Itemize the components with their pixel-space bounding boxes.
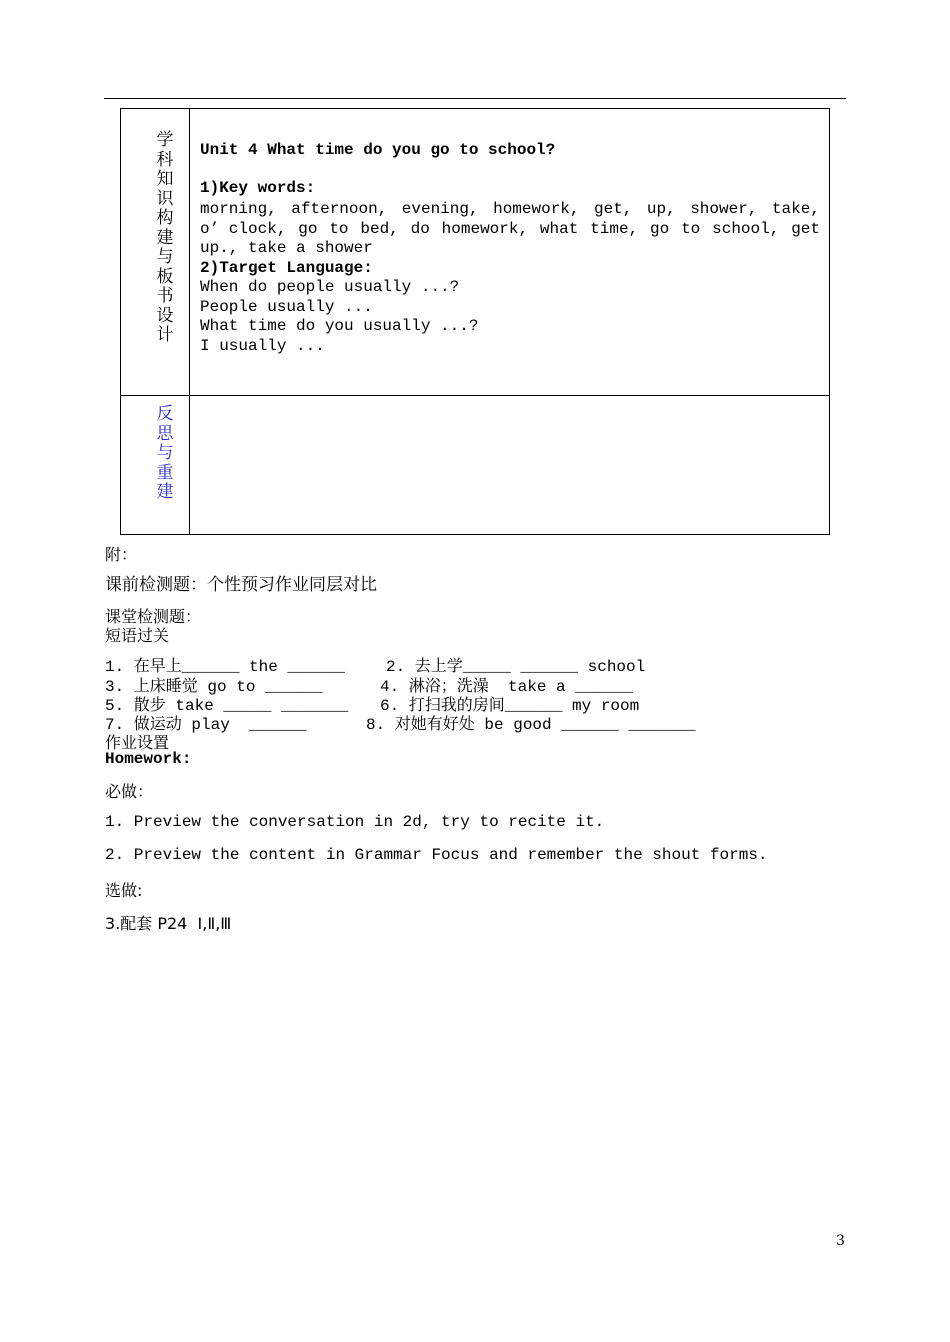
required-label: 必做： bbox=[105, 782, 154, 801]
target-sentence: What time do you usually ...? bbox=[200, 317, 479, 335]
phrase-item: 8. 对她有好处 be good ______ _______ bbox=[366, 716, 696, 734]
lesson-table bbox=[120, 108, 830, 535]
board-design-content bbox=[200, 141, 820, 356]
key-words-heading: 1)Key words: bbox=[200, 178, 316, 197]
target-sentence: People usually ... bbox=[200, 297, 373, 316]
key-words-line: o’ clock, go to bed, do homework, what time, go to school, get bbox=[200, 219, 820, 238]
page-number: 3 bbox=[836, 1233, 845, 1249]
phrase-item: 3. 上床睡觉 go to ______ bbox=[105, 678, 323, 696]
in-class-test: 课堂检测题： bbox=[105, 607, 202, 626]
reflection-label: 反 思 与 重 建 bbox=[156, 404, 174, 502]
optional-label: 选做: bbox=[105, 881, 143, 900]
optional-item: 3.配套 P24 Ⅰ,Ⅱ,Ⅲ bbox=[105, 914, 232, 933]
header-rule bbox=[104, 98, 846, 99]
key-words-line: up., take a shower bbox=[200, 239, 373, 257]
appendix-label: 附： bbox=[105, 545, 138, 564]
homework-setting-label: 作业设置 bbox=[105, 733, 170, 752]
target-sentence: When do people usually ...? bbox=[200, 278, 460, 296]
phrase-item: 5. 散步 take _____ _______ bbox=[105, 697, 349, 715]
phrase-item: 4. 淋浴；洗澡 take a ______ bbox=[380, 678, 633, 696]
phrase-item: 6. 打扫我的房间______ my room bbox=[380, 697, 640, 715]
table-column-divider bbox=[189, 109, 190, 534]
unit-title: Unit 4 What time do you go to school? bbox=[200, 141, 556, 159]
phrase-item: 1. 在早上______ the ______ bbox=[105, 658, 346, 676]
phrases-title: 短语过关 bbox=[105, 626, 170, 645]
target-language-heading: 2)Target Language: bbox=[200, 258, 373, 277]
phrase-item: 7. 做运动 play ______ bbox=[105, 716, 307, 734]
homework-item: 1. Preview the conversation in 2d, try to recite it. bbox=[105, 813, 605, 831]
phrase-item: 2. 去上学_____ ______ school bbox=[386, 658, 646, 676]
homework-title: Homework: bbox=[105, 750, 192, 768]
target-sentence: I usually ... bbox=[200, 336, 325, 355]
pre-class-test: 课前检测题：个性预习作业同层对比 bbox=[105, 575, 377, 595]
key-words-line: morning, afternoon, evening, homework, get, up, shower, take, bbox=[200, 200, 820, 218]
homework-item: 2. Preview the content in Grammar Focus and remember the shout forms. bbox=[105, 846, 768, 864]
table-row-divider bbox=[121, 395, 829, 396]
knowledge-structure-label: 学 科 知 识 构 建 与 板 书 设 计 bbox=[156, 130, 174, 345]
